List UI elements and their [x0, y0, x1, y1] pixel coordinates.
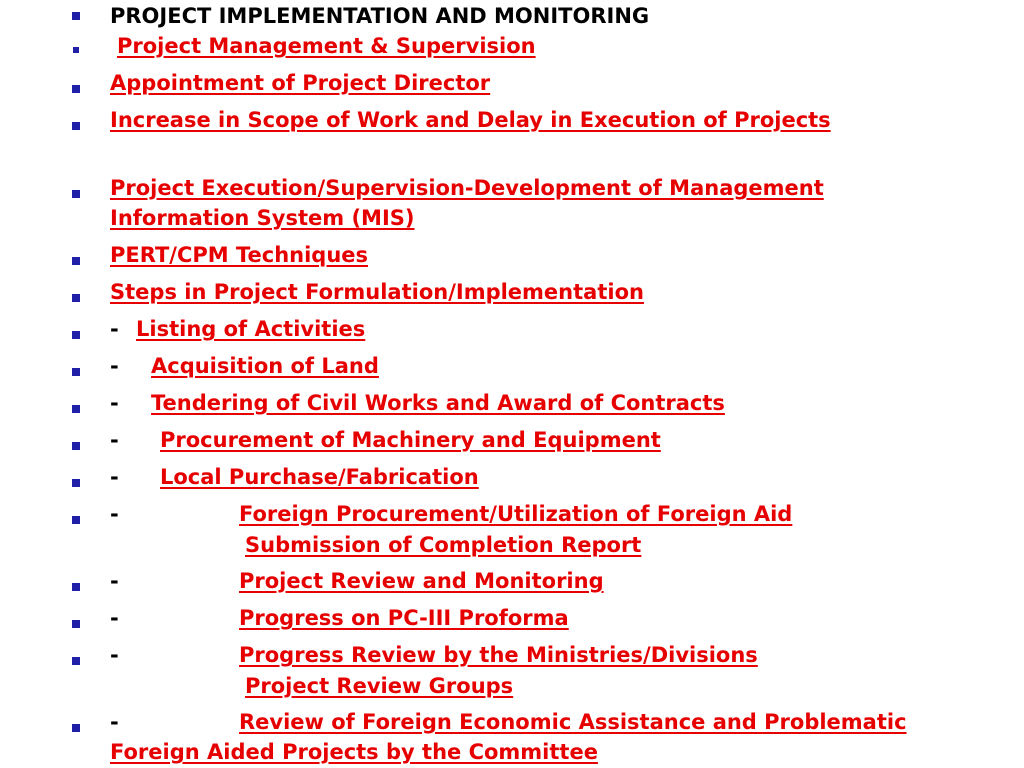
list-item [110, 566, 604, 596]
link-procurement-machinery[interactable]: Procurement of Machinery and Equipment [160, 428, 661, 452]
dash: - [110, 710, 119, 734]
link-project-management[interactable]: Project Management & Supervision [117, 34, 536, 58]
link-project-review-groups[interactable]: Project Review Groups [245, 674, 514, 698]
square-bullet-icon [72, 479, 80, 487]
list-item [110, 425, 661, 455]
list-item [110, 240, 368, 270]
list-item [110, 640, 758, 670]
list-item [110, 105, 831, 135]
square-bullet-icon [72, 583, 80, 591]
square-bullet-icon [73, 47, 79, 53]
square-bullet-icon [72, 724, 80, 732]
square-bullet-icon [72, 122, 80, 130]
link-project-execution-mis-cont[interactable]: Information System (MIS) [110, 206, 415, 230]
list-item [110, 499, 792, 529]
dash: - [110, 354, 119, 378]
link-submission-completion-report[interactable]: Submission of Completion Report [245, 533, 642, 557]
list-item [110, 314, 365, 344]
list-item [110, 351, 379, 381]
list-item [110, 277, 644, 307]
square-bullet-icon [72, 405, 80, 413]
square-bullet-icon [72, 294, 80, 302]
square-bullet-icon [72, 257, 80, 265]
link-foreign-aided-projects-committee[interactable]: Foreign Aided Projects by the Committee [110, 740, 598, 764]
list-item [117, 31, 536, 61]
link-foreign-procurement[interactable]: Foreign Procurement/Utilization of Foreign Aid [239, 502, 793, 526]
dash: - [110, 569, 119, 593]
list-item-continuation [110, 737, 598, 767]
link-local-purchase[interactable]: Local Purchase/Fabrication [160, 465, 479, 489]
link-project-execution-mis[interactable]: Project Execution/Supervision-Development of Management [110, 176, 824, 200]
square-bullet-icon [72, 190, 80, 198]
link-progress-review-ministries[interactable]: Progress Review by the Ministries/Divisions [239, 643, 758, 667]
link-review-foreign-economic-assistance[interactable]: Review of Foreign Economic Assistance and Problematic [239, 710, 907, 734]
link-pert-cpm[interactable]: PERT/CPM Techniques [110, 243, 369, 267]
list-item [110, 68, 490, 98]
list-item-continuation [245, 671, 513, 701]
link-listing-activities[interactable]: Listing of Activities [136, 317, 366, 341]
square-bullet-icon [72, 85, 80, 93]
dash: - [110, 606, 119, 630]
list-item-continuation [245, 530, 641, 560]
dash: - [110, 502, 119, 526]
list-item-continuation [110, 203, 414, 233]
link-steps-formulation[interactable]: Steps in Project Formulation/Implementation [110, 280, 644, 304]
dash: - [110, 391, 119, 415]
list-item [110, 173, 824, 203]
list-item [110, 388, 725, 418]
square-bullet-icon [72, 331, 80, 339]
dash: - [110, 465, 119, 489]
link-increase-scope[interactable]: Increase in Scope of Work and Delay in Execution of Projects [110, 108, 831, 132]
list-item [110, 462, 479, 492]
square-bullet-icon [72, 12, 80, 20]
page-title: PROJECT IMPLEMENTATION AND MONITORING [110, 4, 650, 28]
square-bullet-icon [72, 657, 80, 665]
square-bullet-icon [72, 442, 80, 450]
dash: - [110, 317, 119, 341]
square-bullet-icon [72, 516, 80, 524]
link-tendering-civil-works[interactable]: Tendering of Civil Works and Award of Contracts [151, 391, 725, 415]
link-acquisition-land[interactable]: Acquisition of Land [151, 354, 379, 378]
square-bullet-icon [72, 620, 80, 628]
dash: - [110, 643, 119, 667]
square-bullet-icon [72, 368, 80, 376]
list-item [110, 707, 907, 737]
link-project-review-monitoring[interactable]: Project Review and Monitoring [239, 569, 604, 593]
dash: - [110, 428, 119, 452]
link-progress-pc-iii[interactable]: Progress on PC-III Proforma [239, 606, 569, 630]
link-appointment-project-director[interactable]: Appointment of Project Director [110, 71, 491, 95]
list-item [110, 603, 569, 633]
